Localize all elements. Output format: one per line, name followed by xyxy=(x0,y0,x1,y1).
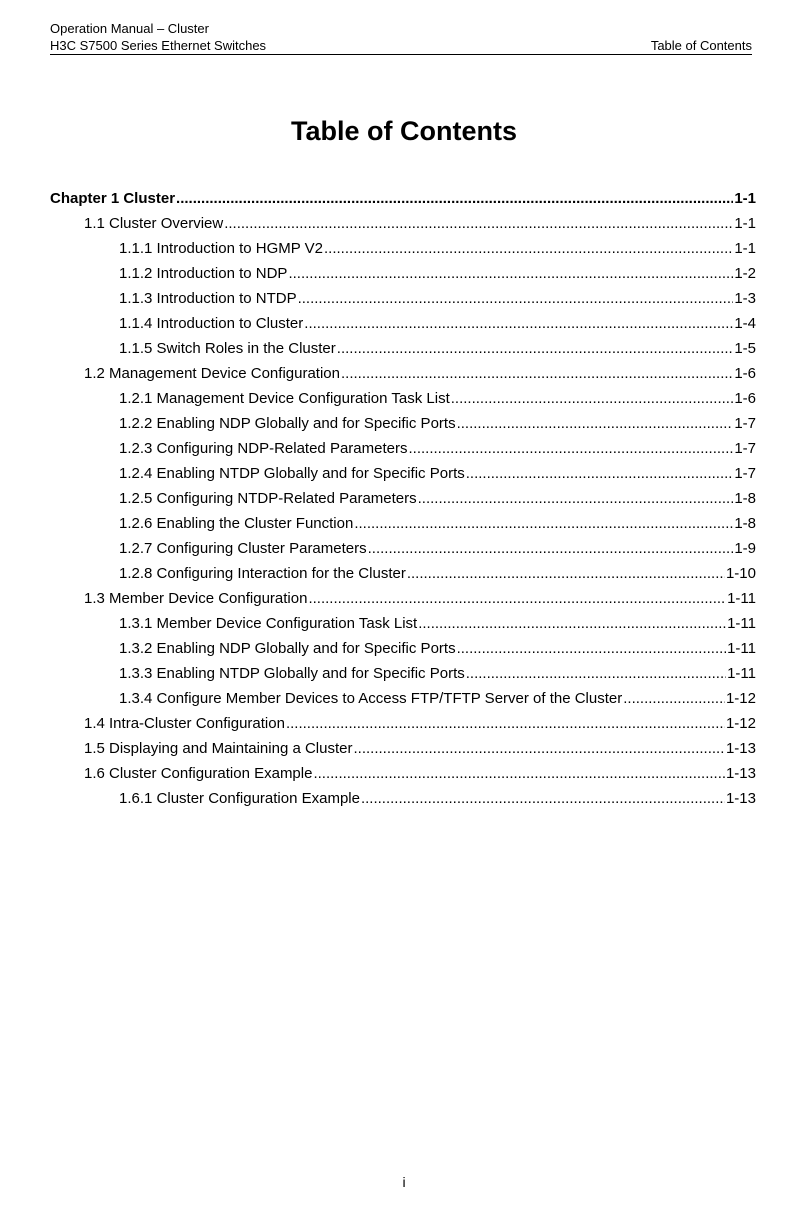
toc-entry[interactable] xyxy=(50,190,756,215)
toc-entry-title: 1.1.4 Introduction to Cluster xyxy=(119,315,304,332)
page-header xyxy=(50,20,752,54)
toc-entry[interactable] xyxy=(50,315,756,340)
toc-entry-page: 1-13 xyxy=(725,740,756,757)
toc-entry-page: 1-4 xyxy=(734,315,756,332)
toc-leader-dots xyxy=(361,790,725,807)
toc-entry[interactable] xyxy=(50,340,756,365)
toc-entry-title: 1.2.5 Configuring NTDP-Related Parameters xyxy=(119,490,417,507)
header-product-name: H3C S7500 Series Ethernet Switches xyxy=(50,38,267,53)
toc-entry-page: 1-8 xyxy=(734,515,756,532)
toc-leader-dots xyxy=(354,515,733,532)
toc-entry[interactable] xyxy=(50,715,756,740)
toc-entry[interactable] xyxy=(50,590,756,615)
toc-entry-page: 1-1 xyxy=(734,190,756,207)
page-number: i xyxy=(402,1174,406,1190)
toc-entry-title: 1.6 Cluster Configuration Example xyxy=(84,765,313,782)
toc-entry[interactable] xyxy=(50,790,756,815)
toc-entry-page: 1-9 xyxy=(734,540,756,557)
toc-entry-title: 1.2.1 Management Device Configuration Task List xyxy=(119,390,450,407)
toc-leader-dots xyxy=(451,390,734,407)
toc-entry[interactable] xyxy=(50,515,756,540)
toc-entry-title: 1.3.2 Enabling NDP Globally and for Specific Ports xyxy=(119,640,456,657)
toc-entry-title: 1.2.2 Enabling NDP Globally and for Specific Ports xyxy=(119,415,456,432)
toc-entry-page: 1-5 xyxy=(734,340,756,357)
toc-leader-dots xyxy=(418,490,734,507)
toc-leader-dots xyxy=(407,565,725,582)
toc-entry[interactable] xyxy=(50,615,756,640)
toc-entry-title: 1.6.1 Cluster Configuration Example xyxy=(119,790,360,807)
toc-entry[interactable] xyxy=(50,740,756,765)
toc-leader-dots xyxy=(408,440,733,457)
toc-entry[interactable] xyxy=(50,390,756,415)
toc-leader-dots xyxy=(313,765,725,782)
toc-entry-title: 1.3.4 Configure Member Devices to Access FTP/TFTP Server of the Cluster xyxy=(119,690,623,707)
toc-entry-title: Chapter 1 Cluster xyxy=(50,190,176,207)
toc-entry-page: 1-8 xyxy=(734,490,756,507)
toc-entry[interactable] xyxy=(50,290,756,315)
toc-entry-title: 1.2.6 Enabling the Cluster Function xyxy=(119,515,354,532)
toc-leader-dots xyxy=(304,315,733,332)
toc-leader-dots xyxy=(418,615,726,632)
toc-leader-dots xyxy=(288,265,733,282)
toc-entry-title: 1.2.8 Configuring Interaction for the Cluster xyxy=(119,565,406,582)
toc-leader-dots xyxy=(286,715,725,732)
toc-entry-page: 1-12 xyxy=(725,690,756,707)
toc-entry-title: 1.1.1 Introduction to HGMP V2 xyxy=(119,240,324,257)
toc-leader-dots xyxy=(337,340,734,357)
toc-entry[interactable] xyxy=(50,215,756,240)
toc-entry-title: 1.3.1 Member Device Configuration Task List xyxy=(119,615,418,632)
toc-leader-dots xyxy=(341,365,733,382)
toc-leader-dots xyxy=(176,190,733,207)
toc-leader-dots xyxy=(353,740,724,757)
toc-entry-page: 1-6 xyxy=(734,390,756,407)
toc-entry-page: 1-11 xyxy=(727,665,756,682)
toc-entry-title: 1.2.7 Configuring Cluster Parameters xyxy=(119,540,367,557)
toc-entry[interactable] xyxy=(50,690,756,715)
toc-entry-page: 1-13 xyxy=(725,765,756,782)
toc-entry[interactable] xyxy=(50,465,756,490)
toc-entry-title: 1.2.4 Enabling NTDP Globally and for Specific Ports xyxy=(119,465,465,482)
toc-entry[interactable] xyxy=(50,265,756,290)
toc-entry-page: 1-2 xyxy=(734,265,756,282)
toc-entry-page: 1-13 xyxy=(725,790,756,807)
toc-entry-title: 1.2 Management Device Configuration xyxy=(84,365,340,382)
toc-leader-dots xyxy=(224,215,733,232)
toc-entry-title: 1.1.3 Introduction to NTDP xyxy=(119,290,297,307)
toc-entry[interactable] xyxy=(50,365,756,390)
toc-list xyxy=(50,190,756,815)
header-manual-title: Operation Manual – Cluster xyxy=(50,21,209,36)
toc-entry-page: 1-1 xyxy=(734,215,756,232)
toc-entry[interactable] xyxy=(50,440,756,465)
toc-entry-title: 1.1.5 Switch Roles in the Cluster xyxy=(119,340,336,357)
toc-leader-dots xyxy=(623,690,725,707)
toc-entry-page: 1-12 xyxy=(725,715,756,732)
toc-entry-page: 1-11 xyxy=(727,590,756,607)
toc-entry-page: 1-1 xyxy=(734,240,756,257)
toc-entry-page: 1-11 xyxy=(727,615,756,632)
toc-leader-dots xyxy=(457,640,727,657)
toc-entry-page: 1-7 xyxy=(734,465,756,482)
toc-entry[interactable] xyxy=(50,765,756,790)
toc-leader-dots xyxy=(466,665,726,682)
toc-entry-title: 1.5 Displaying and Maintaining a Cluster xyxy=(84,740,353,757)
toc-entry-title: 1.2.3 Configuring NDP-Related Parameters xyxy=(119,440,408,457)
toc-leader-dots xyxy=(298,290,734,307)
toc-entry-title: 1.3.3 Enabling NTDP Globally and for Specific Ports xyxy=(119,665,465,682)
toc-entry-title: 1.1.2 Introduction to NDP xyxy=(119,265,288,282)
toc-entry[interactable] xyxy=(50,415,756,440)
toc-entry-title: 1.3 Member Device Configuration xyxy=(84,590,308,607)
toc-leader-dots xyxy=(308,590,726,607)
toc-entry[interactable] xyxy=(50,490,756,515)
toc-entry-title: 1.4 Intra-Cluster Configuration xyxy=(84,715,285,732)
toc-entry[interactable] xyxy=(50,240,756,265)
toc-entry-title: 1.1 Cluster Overview xyxy=(84,215,224,232)
toc-leader-dots xyxy=(368,540,734,557)
toc-entry-page: 1-6 xyxy=(734,365,756,382)
toc-entry-page: 1-3 xyxy=(734,290,756,307)
toc-entry-page: 1-7 xyxy=(734,415,756,432)
toc-leader-dots xyxy=(466,465,734,482)
toc-entry-page: 1-10 xyxy=(725,565,756,582)
toc-entry[interactable] xyxy=(50,540,756,565)
toc-leader-dots xyxy=(324,240,733,257)
header-section-name: Table of Contents xyxy=(650,38,752,53)
toc-leader-dots xyxy=(457,415,734,432)
toc-entry[interactable] xyxy=(50,565,756,590)
toc-entry[interactable] xyxy=(50,665,756,690)
page-title: Table of Contents xyxy=(291,116,517,146)
header-rule xyxy=(50,54,752,55)
toc-entry-page: 1-11 xyxy=(727,640,756,657)
toc-entry[interactable] xyxy=(50,640,756,665)
toc-entry-page: 1-7 xyxy=(734,440,756,457)
